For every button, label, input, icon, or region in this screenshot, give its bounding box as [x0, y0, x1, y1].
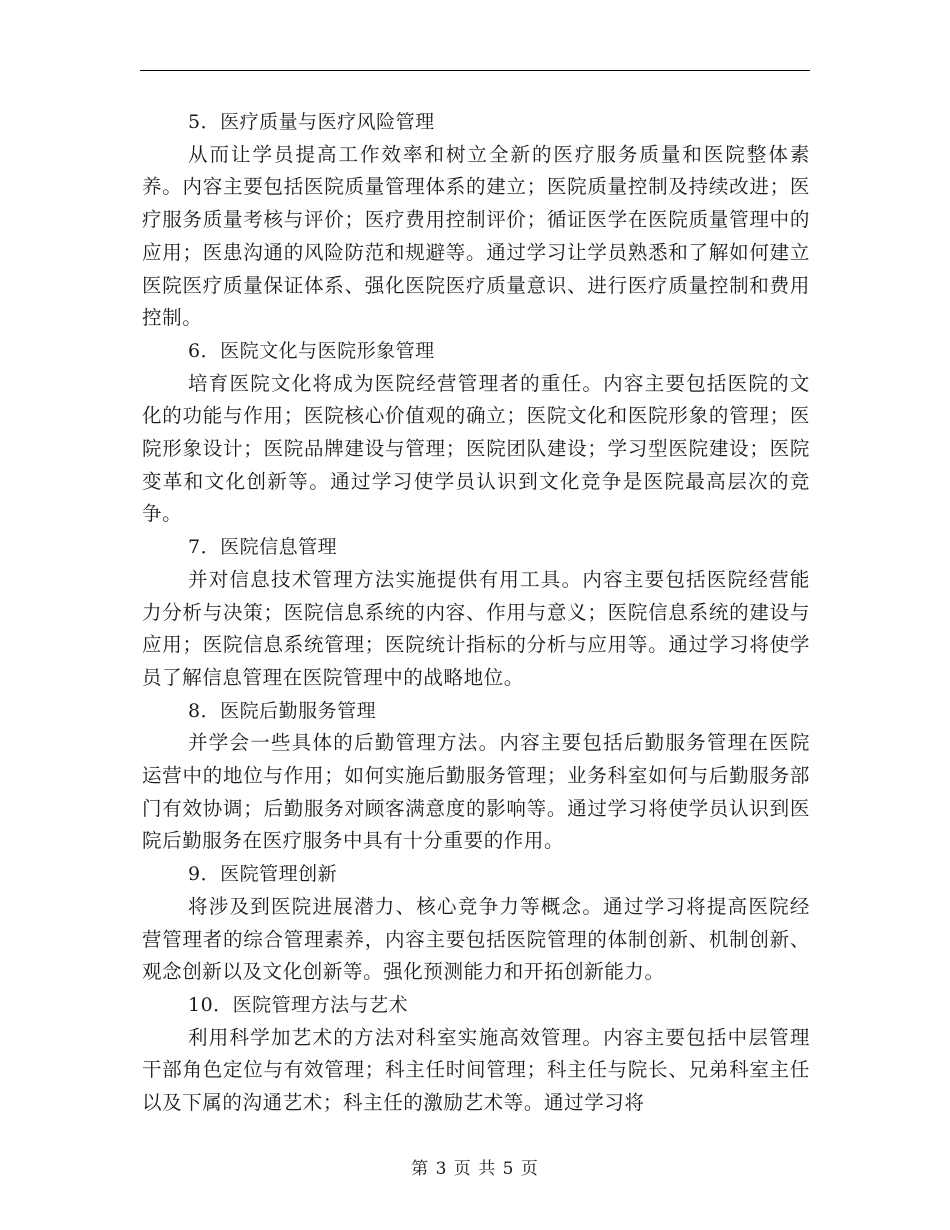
section-heading: 8．医院后勤服务管理: [188, 699, 377, 722]
section-5: [142, 106, 810, 335]
section-paragraph: 利用科学加艺术的方法对科室实施高效管理。内容主要包括中层管理干部角色定位与有效管理；科主任时间管理；科主任与院长、兄弟科室主任以及下属的沟通艺术；科主任的激励艺术等。通过学习将: [142, 1025, 810, 1114]
section-7: [142, 531, 810, 695]
section-paragraph: 培育医院文化将成为医院经营管理者的重任。内容主要包括医院的文化的功能与作用；医院核心价值观的确立；医院文化和医院形象的管理；医院形象设计；医院品牌建设与管理；医院团队建设；学习型医院建设；医院变革和文化创新等。通过学习使学员认识到文化竞争是医院最高层次的竞争。: [142, 371, 810, 526]
section-heading: 5．医疗质量与医疗风险管理: [188, 111, 435, 133]
page-footer: 第 3 页 共 5 页: [411, 1159, 539, 1179]
section-8: [142, 695, 810, 859]
section-paragraph: 从而让学员提高工作效率和树立全新的医疗服务质量和医院整体素养。内容主要包括医院质量管理体系的建立；医院质量控制及持续改进；医疗服务质量考核与评价；医疗费用控制评价；循证医学在医院质量管理中的应用；医患沟通的风险防范和规避等。通过学习让学员熟悉和了解如何建立医院医疗质量保证体系、强化医院医疗质量意识、进行医疗质量控制和费用控制。: [142, 142, 810, 330]
section-heading: 6．医院文化与医院形象管理: [188, 339, 435, 362]
header-rule: [140, 70, 810, 71]
section-6: [142, 335, 810, 531]
section-9: [142, 858, 810, 989]
section-paragraph: 将涉及到医院进展潜力、核心竞争力等概念。通过学习将提高医院经营管理者的综合管理素养，内容主要包括医院管理的体制创新、机制创新、观念创新以及文化创新等。强化预测能力和开拓创新能力。: [142, 894, 810, 984]
document-body: [142, 106, 810, 1120]
section-paragraph: 并对信息技术管理方法实施提供有用工具。内容主要包括医院经营能力分析与决策；医院信息系统的内容、作用与意义；医院信息系统的建设与应用；医院信息系统管理；医院统计指标的分析与应用等。通过学习将使学员了解信息管理在医院管理中的战略地位。: [142, 567, 810, 689]
section-heading: 9．医院管理创新: [188, 863, 338, 886]
section-10: [142, 989, 810, 1120]
section-heading: 10．医院管理方法与艺术: [188, 993, 409, 1016]
section-heading: 7．医院信息管理: [188, 536, 338, 559]
section-paragraph: 并学会一些具体的后勤管理方法。内容主要包括后勤服务管理在医院运营中的地位与作用；如何实施后勤服务管理；业务科室如何与后勤服务部门有效协调；后勤服务对顾客满意度的影响等。通过学习将使学员认识到医院后勤服务在医疗服务中具有十分重要的作用。: [142, 731, 810, 853]
